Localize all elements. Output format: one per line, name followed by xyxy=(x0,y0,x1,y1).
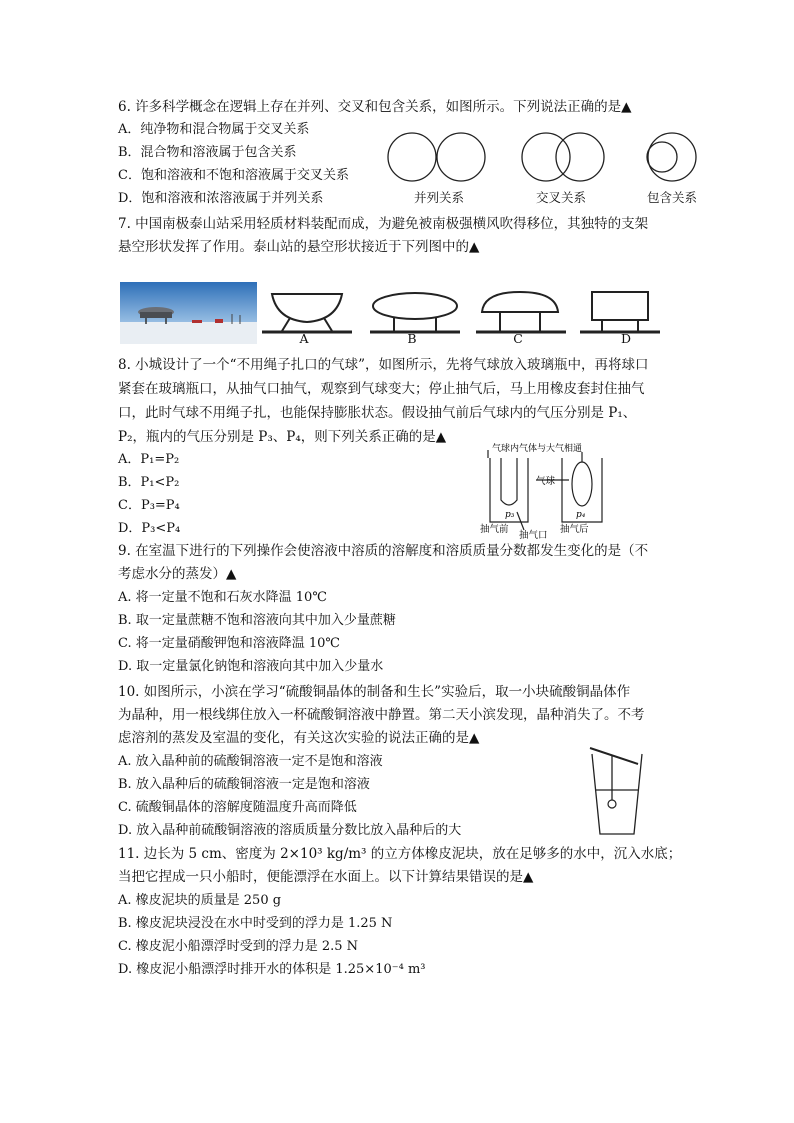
q11-option-b: B. 橡皮泥块浸没在水中时受到的浮力是 1.25 N xyxy=(118,916,393,931)
q11-stem-line1: 11. 边长为 5 cm、密度为 2×10³ kg/m³ 的立方体橡皮泥块，放在足够多的水中，沉入水底； xyxy=(118,846,682,862)
q9-stem-line2: 考虑水分的蒸发）▲ xyxy=(118,566,237,582)
q11-option-d: D. 橡皮泥小船漂浮时排开水的体积是 1.25×10⁻⁴ m³ xyxy=(118,962,426,977)
q6-relation-diagram xyxy=(385,130,705,190)
port-label: 抽气口 xyxy=(519,530,548,541)
q8-option-b: B．P₁<P₂ xyxy=(118,475,180,490)
q8-stem-line3: 口，此时气球不用绳子扎，也能保持膨胀状态。假设抽气前后气球内的气压分别是 P₁、 xyxy=(118,405,637,421)
q8-stem-line4: P₂，瓶内的气压分别是 P₃、P₄，则下列关系正确的是▲ xyxy=(118,429,447,445)
q10-stem-line2: 为晶种，用一根线绑住放入一杯硫酸铜溶液中静置。第二天小滨发现，晶种消失了。不考 xyxy=(118,707,645,723)
q11-option-c: C. 橡皮泥小船漂浮时受到的浮力是 2.5 N xyxy=(118,939,359,954)
caption-contain: 包含关系 xyxy=(646,190,697,205)
q8-option-d: D．P₃<P₄ xyxy=(118,521,181,536)
before-label: 抽气前 xyxy=(480,524,509,535)
q11-option-a: A. 橡皮泥块的质量是 250 g xyxy=(118,893,282,908)
q6-stem: 6. 许多科学概念在逻辑上存在并列、交叉和包含关系，如图所示。下列说法正确的是▲ xyxy=(118,99,632,115)
q10-stem-line1: 10. 如图所示，小滨在学习“硫酸铜晶体的制备和生长”实验后，取一小块硫酸铜晶体作 xyxy=(118,684,631,700)
q9-option-d: D. 取一定量氯化钠饱和溶液向其中加入少量水 xyxy=(118,659,384,674)
shape-a xyxy=(262,294,352,332)
q11-stem-line2: 当把它捏成一只小船时，便能漂浮在水面上。以下计算结果错误的是▲ xyxy=(118,869,534,885)
shape-b xyxy=(370,293,460,332)
glass-rod xyxy=(590,748,638,764)
crystal-seed xyxy=(608,800,616,808)
label-a: A xyxy=(299,331,309,346)
q9-stem-line1: 9. 在室温下进行的下列操作会使溶液中溶质的溶解度和溶质质量分数都发生变化的是（不 xyxy=(118,543,649,559)
balloon-label: 气球 xyxy=(536,476,556,487)
label-d: D xyxy=(620,331,632,346)
q9-option-a: A. 将一定量不饱和石灰水降温 10℃ xyxy=(118,590,327,605)
q10-option-b: B. 放入晶种后的硫酸铜溶液一定是饱和溶液 xyxy=(118,777,370,792)
containing-circles xyxy=(647,133,696,181)
q10-stem-line3: 虑溶剂的蒸发及室温的变化，有关这次实验的说法正确的是▲ xyxy=(118,730,480,746)
taishan-station-photo xyxy=(120,282,257,344)
q10-option-c: C. 硫酸铜晶体的溶解度随温度升高而降低 xyxy=(118,800,357,815)
q6-option-b: B．混合物和溶液属于包含关系 xyxy=(118,145,297,160)
intersecting-circles xyxy=(522,133,604,181)
q8-stem-line2: 紧套在玻璃瓶口，从抽气口抽气，观察到气球变大；停止抽气后，马上用橡皮套封住抽气 xyxy=(118,381,645,397)
shape-c xyxy=(476,292,566,332)
q10-option-a: A. 放入晶种前的硫酸铜溶液一定不是饱和溶液 xyxy=(118,754,383,769)
p3-label: p₃ xyxy=(505,510,515,520)
beaker xyxy=(592,754,642,834)
label-c: C xyxy=(513,331,523,346)
shape-d xyxy=(580,292,660,332)
parallel-circles xyxy=(388,133,485,181)
q6-option-c: C．饱和溶液和不饱和溶液属于交叉关系 xyxy=(118,168,349,183)
q7-stem-line2: 悬空形状发挥了作用。泰山站的悬空形状接近于下列图中的▲ xyxy=(118,239,480,255)
q7-shape-options xyxy=(262,286,662,348)
caption-intersect: 交叉关系 xyxy=(535,190,586,205)
beaker-crystal-diagram xyxy=(588,742,648,837)
top-label: 气球内气体与大气相通 xyxy=(492,444,583,454)
q6-option-d: D．饱和溶液和浓溶液属于并列关系 xyxy=(118,191,324,206)
q9-option-b: B. 取一定量蔗糖不饱和溶液向其中加入少量蔗糖 xyxy=(118,613,396,628)
q6-option-a: A．纯净物和混合物属于交叉关系 xyxy=(118,122,310,137)
q8-option-a: A．P₁=P₂ xyxy=(118,452,180,467)
q8-stem-line1: 8. 小城设计了一个“不用绳子扎口的气球”，如图所示，先将气球放入玻璃瓶中，再将球口 xyxy=(118,357,649,373)
q7-stem-line1: 7. 中国南极泰山站采用轻质材料装配而成，为避免被南极强横风吹得移位，其独特的支架 xyxy=(118,216,649,232)
q10-option-d: D. 放入晶种前硫酸铜溶液的溶质质量分数比放入晶种后的大 xyxy=(118,823,462,838)
balloon-bottle-diagram xyxy=(470,440,630,541)
q9-option-c: C. 将一定量硝酸钾饱和溶液降温 10℃ xyxy=(118,636,340,651)
p4-label: p₄ xyxy=(576,510,586,520)
after-label: 抽气后 xyxy=(560,524,589,535)
caption-parallel: 并列关系 xyxy=(413,190,464,205)
q8-option-c: C．P₃=P₄ xyxy=(118,498,180,513)
label-b: B xyxy=(407,331,417,346)
